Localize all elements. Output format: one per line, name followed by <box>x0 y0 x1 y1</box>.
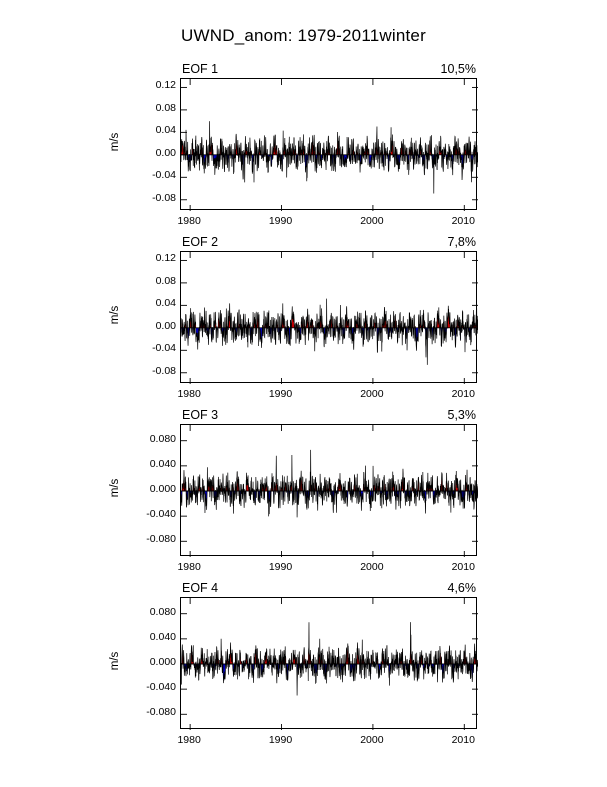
y-axis-label: m/s <box>109 478 121 498</box>
x-axis-tick-label: 1980 <box>177 561 201 573</box>
y-axis-tick-label: 0.00 <box>155 146 176 159</box>
x-axis-tick-label: 1980 <box>177 734 201 746</box>
eof-timeseries-plot <box>181 79 478 211</box>
x-axis-tick-label: 2010 <box>451 561 475 573</box>
x-axis-tick-label: 1990 <box>268 561 293 573</box>
y-axis-tick-label: -0.080 <box>146 706 176 719</box>
y-axis-tick-label: 0.08 <box>155 274 176 287</box>
series-line <box>181 622 478 695</box>
x-axis-tick-label: 2000 <box>360 734 384 746</box>
panel-variance-3: 5,3% <box>447 408 476 422</box>
y-axis-tick-label: 0.08 <box>155 101 176 114</box>
eof-timeseries-plot <box>181 598 478 730</box>
y-axis-tick-label: -0.04 <box>152 342 176 355</box>
y-axis-tick-label: 0.00 <box>155 319 176 332</box>
panel-label-1: EOF 1 <box>182 62 219 76</box>
panel-header-2 <box>180 235 477 250</box>
panel-header-4 <box>180 581 477 596</box>
plot-area-2 <box>180 251 477 383</box>
eof-timeseries-plot <box>181 252 478 384</box>
y-axis-label: m/s <box>109 305 121 325</box>
y-axis-tick-label: -0.040 <box>146 681 176 694</box>
x-axis-tick-label: 1980 <box>177 388 201 400</box>
x-axis-tick-label: 2010 <box>451 734 475 746</box>
y-axis-tick-label: 0.04 <box>155 124 176 137</box>
y-axis-tick-label: -0.040 <box>146 508 176 521</box>
panel-label-3: EOF 3 <box>182 408 219 422</box>
y-axis-tick-label: 0.000 <box>149 483 176 495</box>
x-axis-tick-label: 1990 <box>268 388 293 400</box>
panel-label-4: EOF 4 <box>182 581 219 595</box>
panel-variance-1: 10,5% <box>440 62 476 76</box>
plot-area-4 <box>180 597 477 729</box>
x-axis-tick-label: 2010 <box>451 388 475 400</box>
panel-label-2: EOF 2 <box>182 235 219 249</box>
y-axis-tick-label: -0.08 <box>152 191 176 204</box>
plot-area-1 <box>180 78 477 210</box>
series-line <box>181 299 478 365</box>
panel-header-1 <box>180 62 477 77</box>
panel-variance-2: 7,8% <box>447 235 476 249</box>
y-axis-tick-label: 0.080 <box>149 432 176 445</box>
eof-timeseries-plot <box>181 425 478 557</box>
y-axis-tick-label: 0.12 <box>155 252 176 265</box>
plot-area-3 <box>180 424 477 556</box>
y-axis-tick-label: 0.12 <box>155 79 176 92</box>
y-axis-tick-label: -0.04 <box>152 169 176 182</box>
x-axis-tick-label: 2000 <box>360 215 384 227</box>
y-axis-tick-label: 0.080 <box>149 605 176 618</box>
y-axis-tick-label: 0.040 <box>149 630 176 643</box>
x-axis-tick-label: 2010 <box>451 215 475 227</box>
x-axis-tick-label: 1980 <box>177 215 201 227</box>
page-title: UWND_anom: 1979-2011winter <box>181 26 426 45</box>
series-line <box>181 121 478 193</box>
y-axis-tick-label: 0.04 <box>155 297 176 310</box>
x-axis-tick-label: 2000 <box>360 561 384 573</box>
y-axis-tick-label: -0.080 <box>146 533 176 546</box>
panel-variance-4: 4,6% <box>447 581 476 595</box>
y-axis-tick-label: 0.000 <box>149 656 176 668</box>
y-axis-label: m/s <box>109 651 121 671</box>
x-axis-tick-label: 1990 <box>268 734 293 746</box>
positive-anomaly-fill <box>181 450 478 491</box>
y-axis-label: m/s <box>109 132 121 152</box>
y-axis-tick-label: -0.08 <box>152 364 176 377</box>
panel-header-3 <box>180 408 477 423</box>
y-axis-tick-label: 0.040 <box>149 457 176 470</box>
x-axis-tick-label: 1990 <box>268 215 293 227</box>
x-axis-tick-label: 2000 <box>360 388 384 400</box>
